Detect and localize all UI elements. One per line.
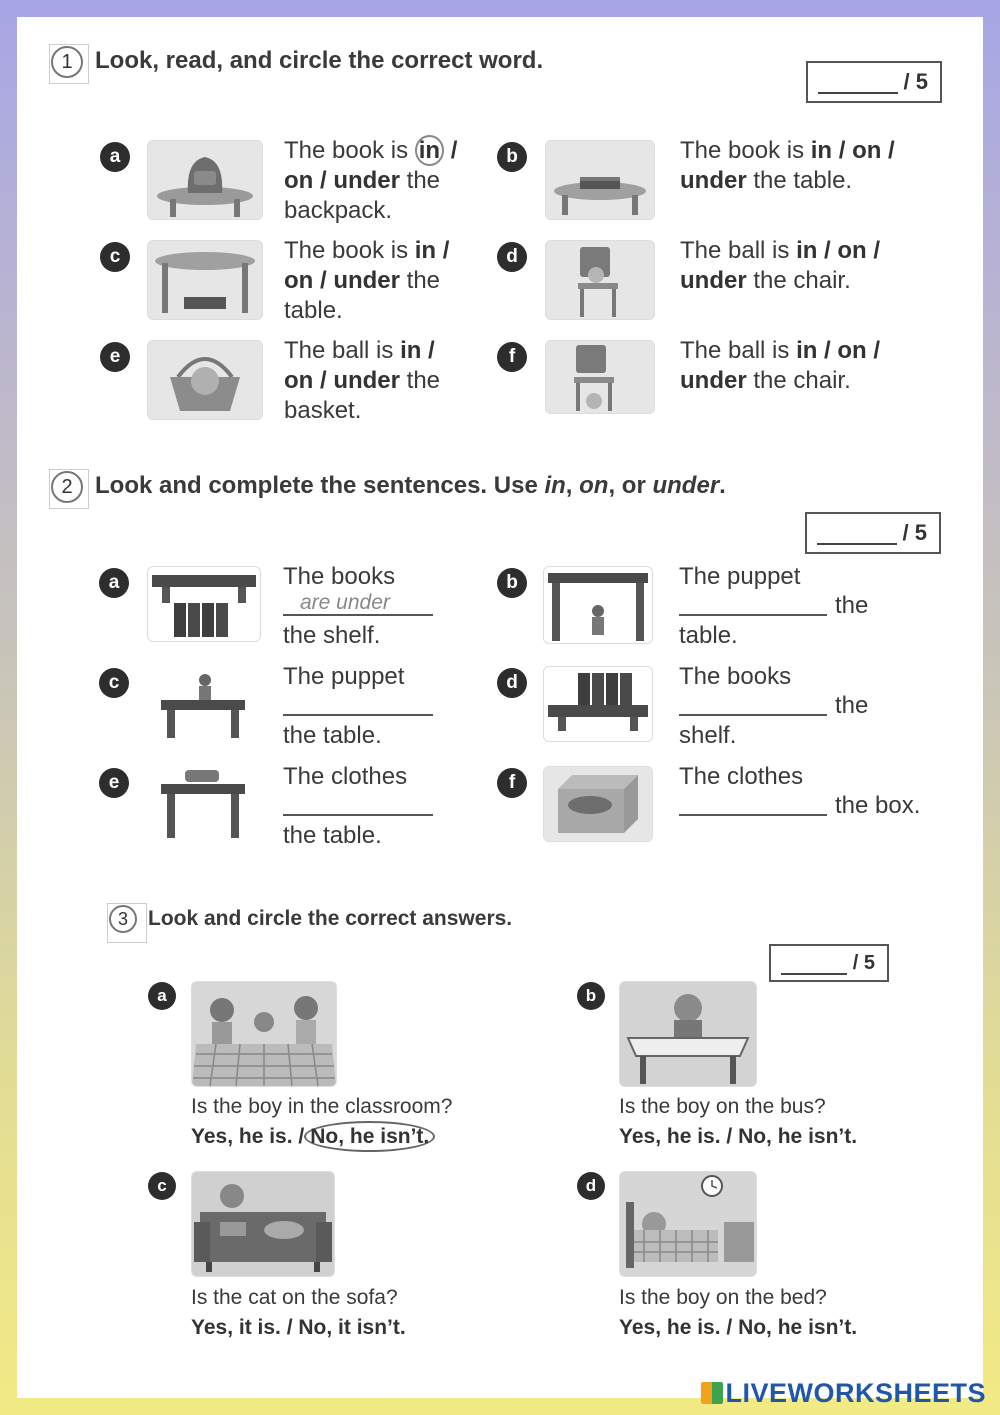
- brand-text: LIVEWORKSHEETS: [725, 1378, 986, 1408]
- ex3-c-picture-boy-and-cat-on-sofa: [191, 1171, 335, 1277]
- ex1-score-label: / 5: [903, 69, 928, 94]
- ex2-d-picture-books-on-shelf: [543, 666, 653, 742]
- ex2-e-line3: the table.: [283, 822, 382, 849]
- ex1-e-sentence: The ball is in / on / under the basket.: [284, 337, 441, 424]
- ex1-f-sentence: The ball is in / on / under the chair.: [680, 337, 881, 394]
- ex2-c-line3: the table.: [283, 722, 382, 749]
- worksheet-page: [17, 17, 983, 1398]
- ex2-number: 2: [51, 471, 83, 503]
- ex1-letter-f: f: [497, 342, 527, 372]
- ex3-letter-a: a: [148, 982, 176, 1010]
- ex3-d-question: Is the boy on the bed?: [619, 1286, 827, 1309]
- ex1-a-picture-backpack-on-table: [147, 140, 263, 220]
- ex3-title: Look and circle the correct answers.: [148, 907, 513, 930]
- ex1-number: 1: [51, 46, 83, 78]
- ex2-d-line1: The books: [679, 663, 792, 690]
- ex1-a-option-in-circled[interactable]: in: [415, 135, 444, 166]
- ex3-b-picture-boy-at-desk: [619, 981, 757, 1087]
- ex2-d-line3: shelf.: [679, 722, 737, 749]
- ex1-title: Look, read, and circle the correct word.: [95, 47, 544, 74]
- ex2-c-answer-line[interactable]: [283, 714, 433, 716]
- ex3-b-question: Is the boy on the bus?: [619, 1095, 826, 1118]
- ex2-c-line1: The puppet: [283, 663, 405, 690]
- score-blank: [781, 953, 847, 975]
- ex1-c-sentence: The book is in / on / under the table.: [284, 237, 450, 324]
- ex1-e-option-in[interactable]: in /: [400, 337, 435, 364]
- ex2-f-picture-clothes-in-box: [543, 766, 653, 842]
- ex2-a-line3: the shelf.: [283, 622, 381, 649]
- ex1-c-option-in[interactable]: in /: [414, 237, 450, 264]
- ex3-c-answers[interactable]: Yes, it is. / No, it isn’t.: [191, 1316, 406, 1339]
- ex2-c-picture-puppet-on-table: [155, 666, 251, 740]
- ex2-d-answer-line[interactable]: [679, 714, 827, 716]
- ex2-a-example-answer: are under: [300, 591, 390, 614]
- ex1-d-picture-ball-on-chair: [545, 240, 655, 320]
- ex1-c-picture-book-under-table: [147, 240, 263, 320]
- ex1-e-picture-ball-in-basket: [147, 340, 263, 420]
- ex1-f-options[interactable]: in / on /: [796, 337, 881, 364]
- ex2-letter-c: c: [99, 668, 129, 698]
- ex3-a-picture-family-at-table: [191, 981, 337, 1087]
- ex1-b-picture-book-on-table: [545, 140, 655, 220]
- ex2-e-line1: The clothes: [283, 763, 408, 790]
- ex3-a-question: Is the boy in the classroom?: [191, 1095, 453, 1118]
- ex2-f-line2: the box.: [835, 792, 921, 819]
- ex1-e-options[interactable]: on / under: [284, 367, 400, 394]
- ex2-f-line1: The clothes: [679, 763, 804, 790]
- ex2-title: Look and complete the sentences. Use in, on, or under.: [95, 472, 726, 499]
- ex2-a-answer-line: [283, 614, 433, 616]
- ex2-d-line2: the: [835, 692, 869, 719]
- ex2-b-line3: table.: [679, 622, 738, 649]
- ex3-c-question: Is the cat on the sofa?: [191, 1286, 398, 1309]
- ex2-e-answer-line[interactable]: [283, 814, 433, 816]
- ex3-d-answers[interactable]: Yes, he is. / No, he isn’t.: [619, 1316, 858, 1339]
- ex3-letter-c: c: [148, 1172, 176, 1200]
- ex3-a-option-yes[interactable]: Yes, he is. /: [191, 1125, 305, 1148]
- ex2-b-line2: the: [835, 592, 869, 619]
- ex1-d-options[interactable]: in / on /: [796, 237, 881, 264]
- liveworksheets-logo-icon: [701, 1382, 723, 1404]
- liveworksheets-logo[interactable]: [701, 1378, 986, 1409]
- ex1-letter-d: d: [497, 242, 527, 272]
- ex2-e-picture-clothes-on-table: [155, 766, 251, 842]
- ex2-b-answer-line[interactable]: [679, 614, 827, 616]
- ex1-a-options[interactable]: on / under: [284, 167, 400, 194]
- ex3-letter-d: d: [577, 1172, 605, 1200]
- ex2-b-picture-puppet-under-table: [543, 566, 653, 644]
- ex2-letter-b: b: [497, 568, 527, 598]
- ex1-f-picture-ball-under-chair: [545, 340, 655, 414]
- ex1-d-option-under[interactable]: under: [680, 267, 747, 294]
- ex2-b-line1: The puppet: [679, 563, 801, 590]
- ex3-b-answers[interactable]: Yes, he is. / No, he isn’t.: [619, 1125, 858, 1148]
- ex2-letter-a: a: [99, 568, 129, 598]
- ex3-a-answers: [191, 1125, 435, 1149]
- ex1-b-option-under[interactable]: under: [680, 167, 747, 194]
- ex1-score-box[interactable]: [806, 61, 942, 103]
- ex2-a-picture-books-under-shelf: [147, 566, 261, 642]
- score-blank: [818, 72, 898, 94]
- ex3-number: 3: [109, 905, 137, 933]
- ex3-score-box[interactable]: [769, 944, 889, 982]
- ex3-d-picture-boy-in-bed: [619, 1171, 757, 1277]
- ex1-letter-a: a: [100, 142, 130, 172]
- ex1-f-option-under[interactable]: under: [680, 367, 747, 394]
- ex1-c-options[interactable]: on / under: [284, 267, 400, 294]
- ex1-d-sentence: The ball is in / on / under the chair.: [680, 237, 881, 294]
- ex2-a-line1: The books: [283, 563, 396, 590]
- ex2-f-answer-line[interactable]: [679, 814, 827, 816]
- ex1-letter-b: b: [497, 142, 527, 172]
- ex2-score-label: / 5: [902, 520, 927, 545]
- ex1-letter-e: e: [100, 342, 130, 372]
- ex1-letter-c: c: [100, 242, 130, 272]
- ex1-a-sentence: The book is in / on / under the backpack.: [284, 137, 458, 224]
- ex3-score-label: / 5: [852, 952, 875, 974]
- ex2-score-box[interactable]: [805, 512, 941, 554]
- ex2-letter-d: d: [497, 668, 527, 698]
- ex1-b-options[interactable]: in / on /: [810, 137, 895, 164]
- ex2-letter-f: f: [497, 768, 527, 798]
- ex1-b-sentence: The book is in / on / under the table.: [680, 137, 895, 194]
- ex2-letter-e: e: [99, 768, 129, 798]
- ex3-letter-b: b: [577, 982, 605, 1010]
- ex3-a-option-no-circled[interactable]: No, he isn’t.: [304, 1121, 435, 1152]
- score-blank: [817, 523, 897, 545]
